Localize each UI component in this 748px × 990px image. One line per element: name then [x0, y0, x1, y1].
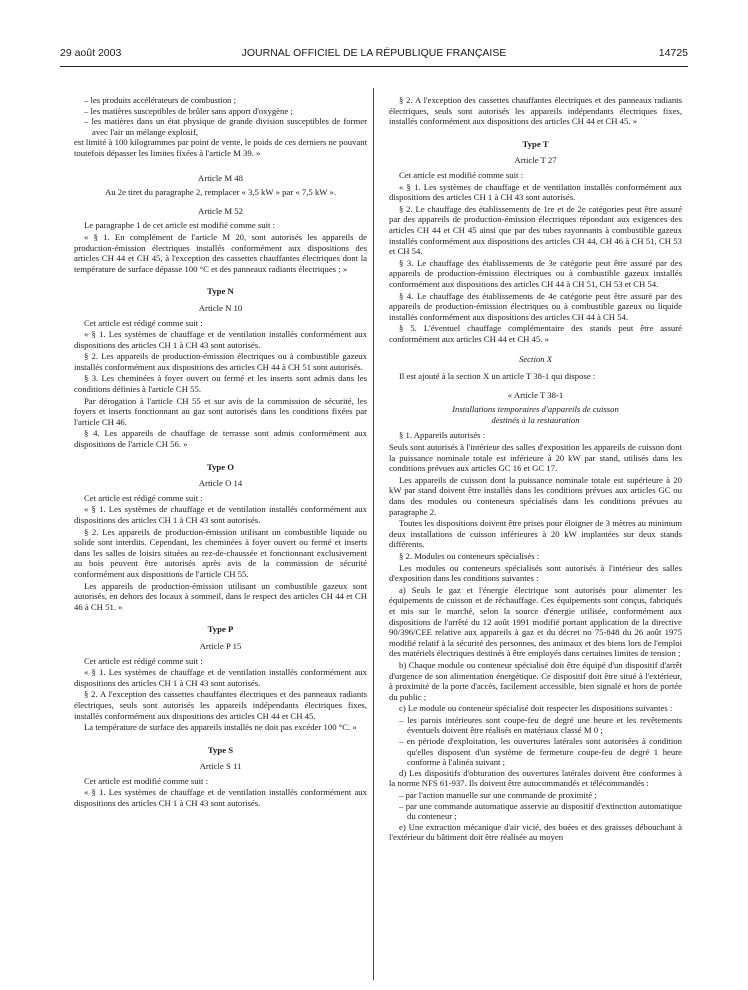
paragraph: Toutes les dispositions doivent être prises pour éloigner de 3 mètres au minimum deux installations de cuisson inférieures à 20 kW implantées sur deux stands différents.	[389, 518, 682, 550]
article-heading: Article T 27	[514, 155, 557, 166]
paragraph: Cet article est rédigé comme suit :	[84, 492, 203, 503]
paragraph: § 5. L'éventuel chauffage complémentaire des stands peut être assuré conformément aux articles CH 44 et CH 45. »	[389, 323, 682, 344]
article-heading: Article M 52	[198, 205, 243, 216]
list-item: – les parois intérieures sont coupe-feu de degré une heure et les revêtements éventuels doivent être réalisés en matériaux classé M 0 ;	[399, 714, 682, 736]
paragraph: b) Chaque module ou conteneur spécialisé doit être équipé d'un dispositif d'arrêt d'urgence de son alimentation énergétique. Ce dispositif doit être situé à l'extérieur, à proximité de la porte d'accès, facilement accessible, bien signalé et hors de portée du public ;	[389, 659, 682, 702]
paragraph: Cet article est modifié comme suit :	[84, 775, 209, 786]
type-heading: Type O	[206, 461, 235, 472]
list-item: – les produits accélérateurs de combustion ;	[84, 95, 236, 105]
paragraph: § 2. A l'exception des cassettes chauffantes électriques et des panneaux radiants électriques, seuls sont autorisés les appareils indépendants électriques fixes, installés conformément aux dispositions des articles CH 44 et CH 45. »	[389, 95, 682, 127]
paragraph: « § 1. En complément de l'article M 20, sont autorisés les appareils de production-émission électriques installés conformément aux dispositions des articles CH 44 et CH 45, à l'exception des cassettes chauffantes électriques dont la température de surface dépasse 100 °C et des panneaux radiants électriques ; »	[74, 231, 367, 274]
paragraph: d) Les dispositifs d'obturation des ouvertures latérales doivent être conformes à la norme NFS 61-937. Ils doivent être autocommandés et télécommandés :	[389, 767, 682, 789]
section-heading: Section X	[518, 354, 553, 365]
paragraph: Les modules ou conteneurs spécialisés sont autorisés à l'intérieur des salles d'exposition dans les conditions suivantes :	[389, 562, 682, 584]
list-item: – les matières susceptibles de brûler sans apport d'oxygène ;	[84, 105, 293, 116]
paragraph: § 3. Les cheminées à foyer ouvert ou fermé et les inserts sont admis dans les conditions définies à l'article CH 55.	[74, 373, 367, 395]
article-heading: Article M 48	[198, 172, 243, 183]
list-item: – par une commande automatique asservie au dispositif d'extinction automatique du conteneur ;	[399, 800, 682, 822]
article-heading: Article S 11	[199, 761, 242, 772]
paragraph: Il est ajouté à la section X un article T 38-1 qui dispose :	[399, 371, 596, 382]
header-rule	[60, 66, 688, 67]
paragraph: Cet article est rédigé comme suit :	[84, 655, 203, 666]
paragraph: « § 1. Les systèmes de chauffage et de ventilation installés conformément aux dispositions des articles CH 1 à CH 43 sont autorisés.	[74, 329, 367, 350]
article-heading: Article O 14	[198, 478, 243, 489]
header-date: 29 août 2003	[60, 47, 122, 59]
paragraph: e) Une extraction mécanique d'air vicié, des buées et des graisses débouchant à l'extérieur du bâtiment doit être réalisée au moyen	[389, 821, 682, 843]
paragraph: Les appareils de production-émission utilisant un combustible gazeux sont autorisés, en dehors des locaux à sommeil, dans le respect des articles CH 44 et CH 46 à CH 51. »	[74, 580, 367, 612]
paragraph: c) Le module ou conteneur spécialisé doit respecter les dispositions suivantes :	[399, 703, 673, 714]
paragraph: « § 1. Les systèmes de chauffage et de ventilation installés conformément aux dispositions des articles CH 1 à CH 43 sont autorisés.	[389, 181, 682, 203]
paragraph: Seuls sont autorisés à l'intérieur des salles d'exposition les appareils de cuisson dont la puissance nominale totale est inférieure à 20 kW par stand, utilisés dans les conditions prévues aux articles GC 16 et GC 17.	[389, 442, 682, 474]
type-heading: Type N	[207, 286, 234, 297]
paragraph: § 4. Le chauffage des établissements de 4e catégorie peut être assuré par des appareils de production-émission électriques ou à combustible gazeux ou liquide installés conformément aux dispositions des articles CH 44 à CH 54.	[389, 290, 682, 322]
paragraph: a) Seuls le gaz et l'énergie électrique sont autorisés pour alimenter les équipements de cuisson et de réchauffage. Ces équipements sont conçus, fabriqués et mis sur le marché, selon la source d'énergie utilisée, conformément aux dispositions de l'arrêté du 12 août 1991 modifié portant application de la directive 90/396/CEE relative aux appareils à gaz et du décret no 75-848 du 26 août 1975 modifié relatif à la sécurité des personnes, des animaux et des biens lors de l'emploi des matériels électriques destinés à être employés dans certaines limites de tension ;	[389, 584, 682, 659]
paragraph: § 1. Appareils autorisés :	[399, 430, 486, 441]
type-heading: Type S	[207, 744, 234, 755]
paragraph: Cet article est rédigé comme suit :	[84, 317, 203, 328]
paragraph: § 2. Les appareils de production-émission utilisant un combustible liquide ou solide sont interdits. Cependant, les cheminées à foyer ouvert ou fermé et inserts dans les salles de loisirs situées au rez-de-chaussée et fonctionnant exclusivement au bois peuvent être autorisés après avis de la commission de sécurité conformément aux dispositions de l'article CH 55.	[74, 526, 367, 579]
paragraph: « § 1. Les systèmes de chauffage et de ventilation installés conformément aux dispositions des articles CH 1 à CH 43 sont autorisés.	[74, 504, 367, 525]
paragraph: § 2. Modules ou conteneurs spécialisés :	[399, 550, 540, 561]
type-heading: Type P	[207, 624, 234, 635]
paragraph: § 4. Les appareils de chauffage de terrasse sont admis conformément aux dispositions de l'article CH 56. »	[74, 428, 367, 450]
list-item: – en période d'exploitation, les ouvertures latérales sont autorisées à condition qu'elles disposent d'un système de fermeture coupe-feu de degré 1 heure conforme à l'alinéa suivant ;	[399, 736, 682, 768]
italic-heading: destinés à la restauration	[491, 414, 580, 425]
paragraph: La température de surface des appareils installés ne doit pas excéder 100 °C. »	[84, 722, 357, 733]
paragraph: Les appareils de cuisson dont la puissance nominale totale est supérieure à 20 kW par stand doivent être installés dans les conditions prévues aux articles GC ou dans des modules ou conteneurs spécialisés dans les conditions prévues au paragraphe 2.	[389, 474, 682, 517]
paragraph: Au 2e tiret du paragraphe 2, remplacer « 3,5 kW » par « 7,5 kW ».	[104, 187, 337, 198]
list-item: – par l'action manuelle sur une commande de proximité ;	[399, 790, 597, 801]
paragraph: est limité à 100 kilogrammes par point de vente, le poids de ces derniers ne pouvant toutefois dépasser les limites fixées à l'article M 39. »	[74, 137, 367, 158]
list-item: – les matières dans un état physique de grande division susceptibles de former avec l'air un mélange explosif,	[84, 116, 367, 137]
header-journal-title: JOURNAL OFFICIEL DE LA RÉPUBLIQUE FRANÇAISE	[241, 47, 507, 59]
article-heading: Article P 15	[199, 640, 242, 651]
paragraph: « § 1. Les systèmes de chauffage et de ventilation installés conformément aux dispositions des articles CH 1 à CH 43 sont autorisés.	[74, 787, 367, 809]
paragraph: § 2. Les appareils de production-émission électriques ou à combustible gazeux installés conformément aux dispositions des articles CH 44 à CH 51 sont autorisés.	[74, 351, 367, 372]
italic-heading: Installations temporaires d'appareils de cuisson	[452, 404, 619, 415]
article-heading: « Article T 38-1	[507, 389, 564, 400]
paragraph: Par dérogation à l'article CH 55 et sur avis de la commission de sécurité, les foyers et inserts fonctionnant au gaz sont autorisés dans les conditions fixées par l'article CH 46.	[74, 395, 367, 427]
paragraph: § 2. Le chauffage des établissements de 1re et de 2e catégories peut être assuré par des appareils de production-émission électriques répondant aux exigences des articles CH 44 et CH 45 ainsi que par des tubes rayonnants à combustible gazeux installés conformément aux dispositions des articles CH 44, CH 46 à CH 51, CH 53 et CH 54.	[389, 203, 682, 257]
article-heading: Article N 10	[198, 302, 243, 313]
left-column	[74, 95, 367, 810]
paragraph: Cet article est modifié comme suit :	[399, 169, 524, 180]
page-header	[60, 47, 688, 65]
paragraph: Le paragraphe 1 de cet article est modifié comme suit :	[84, 220, 276, 231]
right-column	[389, 95, 682, 844]
paragraph: « § 1. Les systèmes de chauffage et de ventilation installés conformément aux dispositions des articles CH 1 à CH 43 sont autorisés.	[74, 667, 367, 688]
type-heading: Type T	[522, 138, 549, 149]
paragraph: § 3. Le chauffage des établissements de 3e catégorie peut être assuré par des appareils de production-émission électriques ou à combustible gazeux installés conformément aux dispositions des articles CH 44 à CH 51, CH 53 et CH 54.	[389, 257, 682, 289]
column-divider	[373, 88, 374, 980]
header-page-number: 14725	[658, 47, 688, 59]
paragraph: § 2. A l'exception des cassettes chauffantes électriques et des panneaux radiants électriques, seuls sont autorisés les appareils indépendants électriques fixes, installés conformément aux dispositions des articles CH 44 et CH 45.	[74, 689, 367, 721]
